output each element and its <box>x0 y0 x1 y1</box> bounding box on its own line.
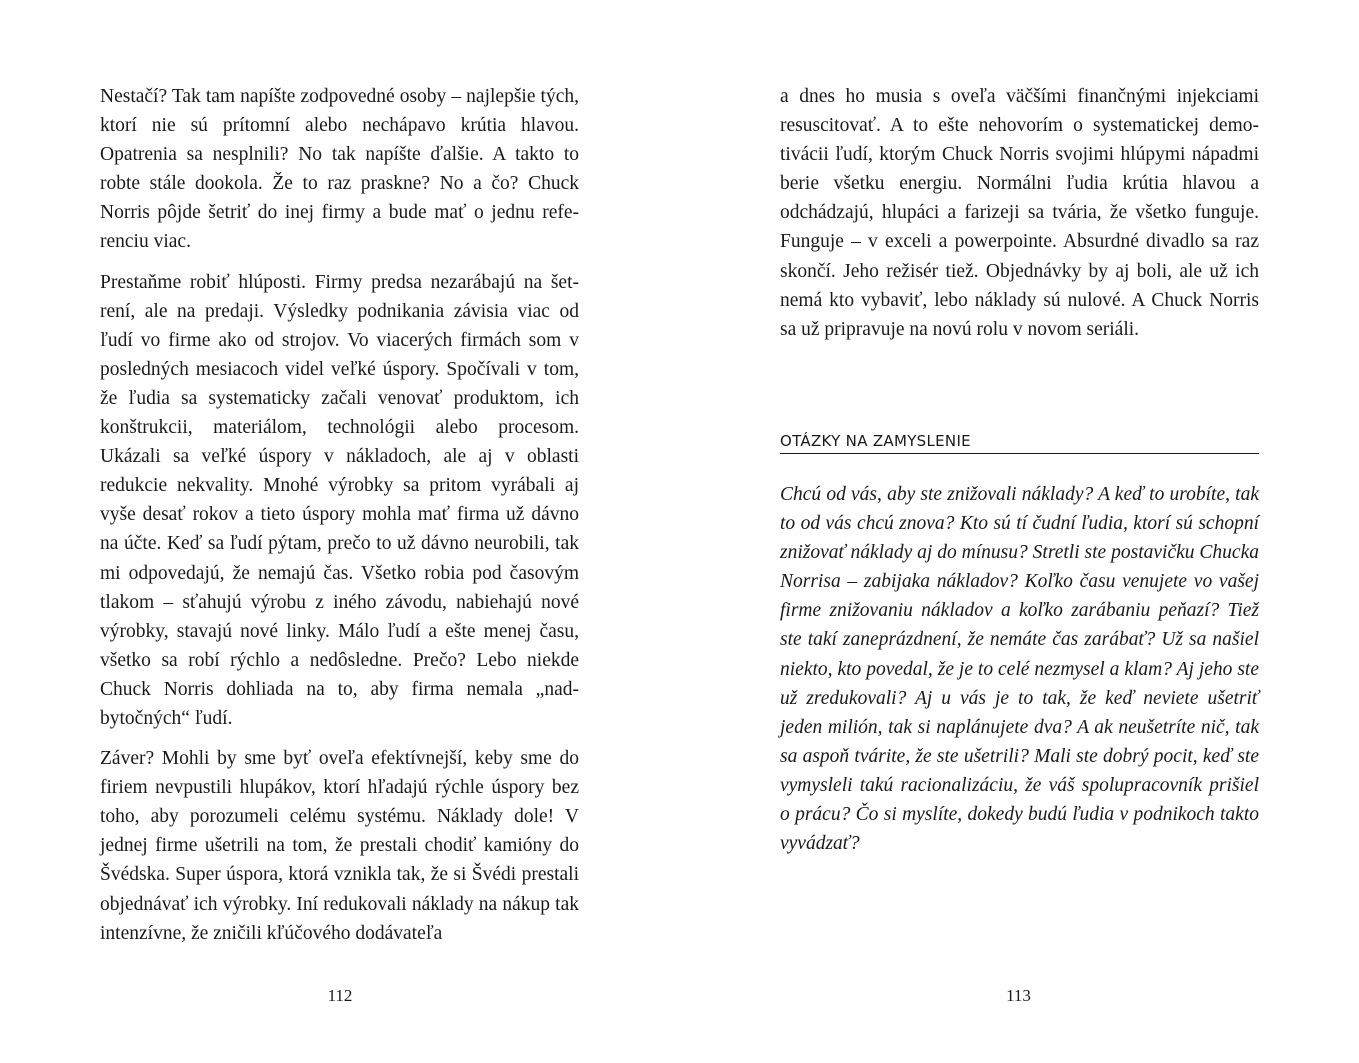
left-page-body <box>100 82 579 948</box>
paragraph-2: Prestaňme robiť hlúposti. Firmy predsa nezarábajú na šetrení, ale na predaji. Výsledky podnikania závisia viac od ľudí vo firme ako od strojov. Vo viacerých firmách som v posledných mesiacoch videl veľké úspory. Spočívali v tom, že ľudia sa systematicky začali venovať produktom, ich konštrukcii, materiálom, technológii alebo procesom. Ukázali sa veľké úspory v nákladoch, ale aj v oblasti redukcie nekvality. Mnohé výrobky sa pritom vyrábali aj vyše desať rokov a tieto úspory mohla mať firma už dávno na účte. Keď sa ľudí pýtam, prečo to už dávno neurobili, tak mi odpovedajú, že nemajú čas. Všetko robia pod časovým tlakom – sťahujú výrobu z iného závodu, nabiehajú nové výrobky, stavajú nové linky. Málo ľudí a ešte menej času, všetko sa robí rýchlo a nedôsledne. Prečo? Lebo niekde Chuck Norris dohliada na to, aby firma nemala „nadbytočných“ ľudí. <box>100 271 579 729</box>
section-heading: OTÁZKY NA ZAMYSLENIE <box>780 432 1259 454</box>
page-number-left: 112 <box>327 986 353 1005</box>
paragraph-continued: a dnes ho musia s oveľa väčšími finančnými injekciami resuscitovať. A to ešte nehovorím o systematickej demotivácii ľudí, ktorým Chuck Norris svojimi hlúpymi nápadmi berie všetku energiu. Normálni ľudia krútia hlavou a odchádzajú, hlupáci a farizeji sa tvária, že všetko funguje. Funguje – v exceli a powerpointe. Absurdné divadlo sa raz skončí. Jeho režisér tiež. Objednávky by aj boli, ale už ich nemá kto vybaviť, lebo náklady sú nulové. A Chuck Norris sa už pripravuje na novú rolu v novom seriáli. <box>780 86 1259 340</box>
paragraph-3: Záver? Mohli by sme byť oveľa efektívnejší, keby sme do firiem nevpustili hlupákov, ktorí hľadajú rýchle úspory bez toho, aby porozumeli celému systému. Náklady dole! V jednej firme ušetrili na tom, že prestali chodiť kamióny do Švédska. Super úspora, ktorá vznikla tak, že si Švédi prestali objednávať ich výrobky. Iní redukovali náklady na nákup tak intenzívne, že zničili kľúčového dodávateľa <box>100 748 579 944</box>
reflection-questions: Chcú od vás, aby ste znižovali náklady? A keď to urobíte, tak to od vás chcú znova? Kto sú tí čudní ľudia, ktorí sú schopní znižovať náklady aj do mínusu? Stretli ste postavičku Chucka Norrisa – zabijaka nákladov? Koľko času venujete vo vašej firme znižovaniu nákladov a koľko zarábaniu peňazí? Tiež ste takí zaneprázdnení, že nemáte čas zarábať? Už sa našiel niekto, kto povedal, že je to celé nezmysel a klam? Aj jeho ste už zredukovali? Aj u vás je to tak, že keď neviete ušetriť jeden milión, tak si naplánujete dva? A ak neušetríte nič, tak sa aspoň tvárite, že ste ušetrili? Mali ste dobrý pocit, keď ste vymysleli takú racionalizáciu, že váš spolupracovník prišiel o prácu? Čo si myslíte, dokedy budú ľudia v podnikoch takto vyvádzať? <box>780 484 1259 855</box>
right-page-body <box>780 82 1259 344</box>
right-page <box>680 0 1359 1063</box>
paragraph-1: Nestačí? Tak tam napíšte zodpovedné osoby – najlepšie tých, ktorí nie sú prítomní alebo nechápavo krútia hlavou. Opatrenia sa nesplnili? No tak napíšte ďalšie. A takto to robte stále dookola. Že to raz praskne? No a čo? Chuck Norris pôjde šetriť do inej firmy a bude mať o jednu referenciu viac. <box>100 86 579 253</box>
page-number-right: 113 <box>1006 986 1031 1005</box>
